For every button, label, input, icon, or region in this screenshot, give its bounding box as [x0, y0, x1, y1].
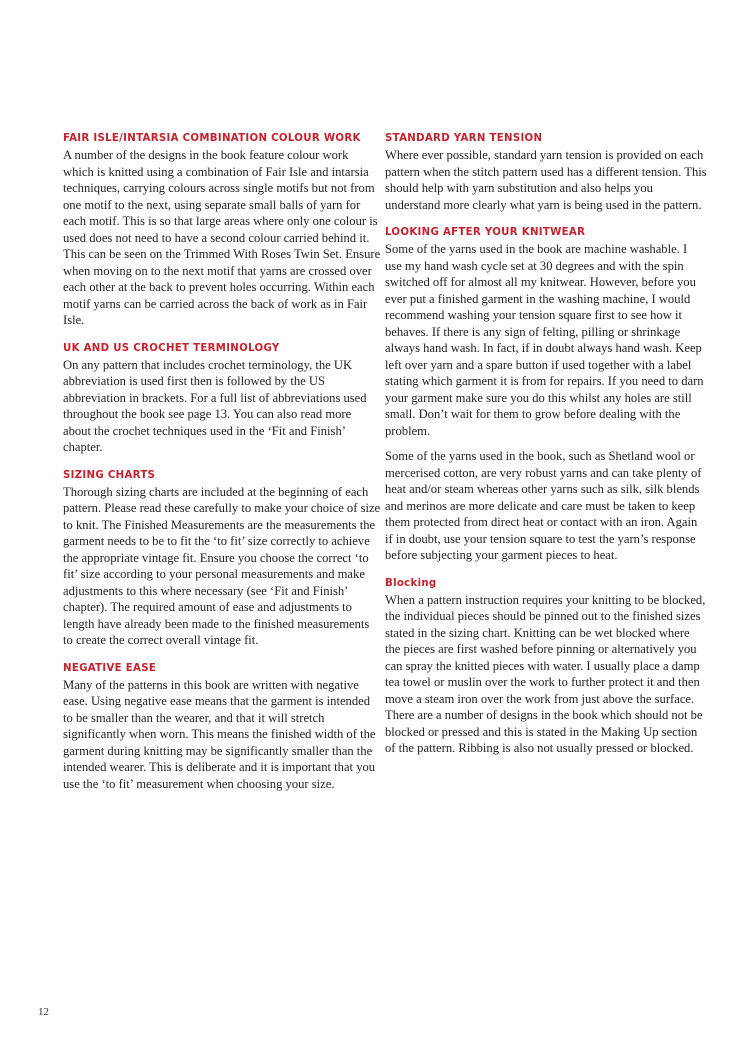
section-crochet-terminology [63, 341, 381, 456]
section-heading: Blocking [385, 577, 437, 589]
section-blocking [385, 576, 707, 757]
section-sizing-charts [63, 468, 381, 649]
section-paragraph: On any pattern that includes crochet terminology, the UK abbreviation is used first then is followed by the US abbreviation in brackets. For a full list of abbreviations used throughout the book see page 13. You can also read more about the crochet techniques used in the ‘Fit and Finish’ chapter. [63, 357, 367, 454]
section-heading: LOOKING AFTER YOUR KNITWEAR [385, 227, 586, 238]
right-column [385, 131, 707, 769]
section-paragraph: Many of the patterns in this book are written with negative ease. Using negative ease means that the garment is intended to be smaller than the wearer, and that it will stretch significantly when worn. This means the finished width of the garment during knitting may be significantly smaller than the intended wearer. This is deliberate and it is important that you use the ‘to fit’ measurement when choosing your size. [63, 677, 376, 791]
section-heading: NEGATIVE EASE [63, 662, 157, 674]
page-number: 12 [38, 1006, 49, 1018]
section-standard-yarn-tension [385, 131, 707, 213]
section-paragraph: When a pattern instruction requires your knitting to be blocked, the individual pieces should be pinned out to the finished sizes stated in the sizing chart. Knitting can be wet blocked where the pieces are first washed before pinning or alternatively you can spray the knitted pieces with water. I usually place a damp tea towel or muslin over the work to further protect it and then move a steam iron over the work from just above the surface. There are a number of designs in the book which should not be blocked or pressed and this is stated in the Making Up section of the pattern. Ribbing is also not usually pressed or blocked. [385, 592, 706, 755]
section-looking-after-knitwear [385, 225, 707, 564]
section-heading: FAIR ISLE/INTARSIA COMBINATION COLOUR WORK [63, 133, 361, 144]
section-heading: UK AND US CROCHET TERMINOLOGY [63, 342, 280, 354]
section-paragraph: Where ever possible, standard yarn tension is provided on each pattern when the stitch pattern used has a different tension. This should help with yarn substitution and also helps you understand more clearly what yarn is being used in the pattern. [385, 148, 707, 212]
section-paragraph: A number of the designs in the book feature colour work which is knitted using a combination of Fair Isle and intarsia techniques, carrying colours across single motifs but not from one motif to the next, using separate small balls of yarn for each motif. This is so that large areas where only one colour is used does not need to have a second colour carried behind it. This can be seen on the Trimmed With Roses Twin Set. Ensure when moving on to the next motif that yarns are crossed over each other at the back to prevent holes occurring. Within each motif yarns can be carried across the back of work as in Fair Isle. [63, 148, 381, 327]
section-negative-ease [63, 661, 381, 793]
section-paragraph: Thorough sizing charts are included at the beginning of each pattern. Please read these carefully to make your choice of size to knit. The Finished Measurements are the measurements the garment needs to be to fit the ‘to fit’ size correctly to achieve the appropriate vintage fit. Ensure you choose the correct ‘to fit’ size according to your personal measurements and make adjustments to this where necessary (see ‘Fit and Finish’ chapter). The required amount of ease and adjustments to length have already been made to the finished measurements to create the correct overall vintage fit. [63, 484, 381, 647]
section-paragraph: Some of the yarns used in the book, such as Shetland wool or mercerised cotton, are very robust yarns and can take plenty of heat and/or steam whereas other yarns such as silk, silk blends and merinos are more delicate and care must be taken to keep them protected from direct heat or contact with an iron. Again if in doubt, use your tension square to test the yarn’s response before subjecting your garment pieces to heat. [385, 449, 702, 562]
section-paragraph: Some of the yarns used in the book are machine washable. I use my hand wash cycle set at 30 degrees and with the spin switched off for almost all my knitwear. However, before you ever put a finished garment in the washing machine, I would recommend washing your tension square first to see how it behaves. If there is any sign of felting, pilling or shrinkage always hand wash. In fact, if in doubt always hand wash. Keep left over yarn and a spare button if used together with a label stating which garment it is from for repairs. If you need to darn your garment make sure you do this whilst any holes are still small. Don’t wait for them to grow before dealing with the problem. [385, 242, 704, 438]
section-heading: SIZING CHARTS [63, 469, 156, 481]
section-heading: STANDARD YARN TENSION [385, 133, 543, 144]
left-column [63, 131, 381, 804]
section-fair-isle-intarsia [63, 131, 381, 329]
